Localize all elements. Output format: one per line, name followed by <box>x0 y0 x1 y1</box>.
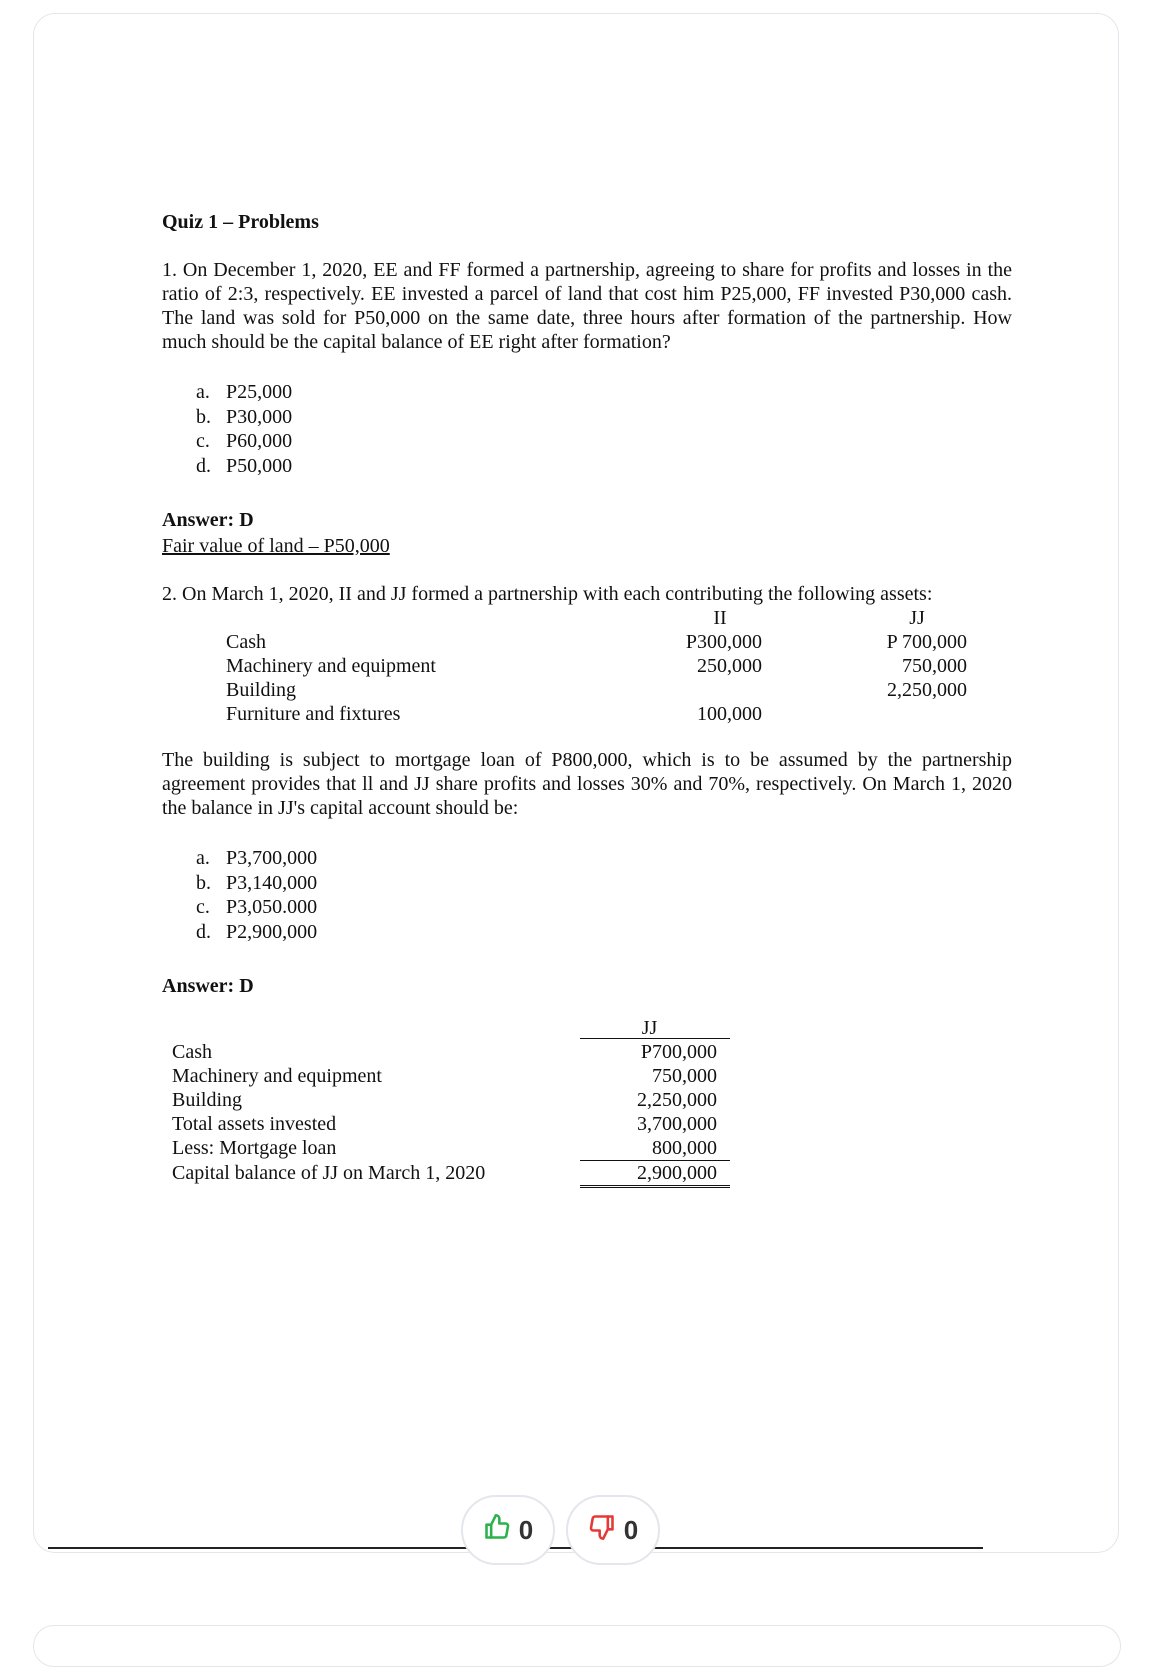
question-1-text: 1. On December 1, 2020, EE and FF formed a partnership, agreeing to share for profits and losses in the ratio of 2:3, respectively. EE invested a parcel of land that cost him P25,000, FF invested P30,000 cash. The land was sold for P50,000 on the same date, three hours after formation of the partnership. How much should be the capital balance of EE right after formation? <box>162 259 1012 353</box>
thumbs-up-icon <box>483 1513 519 1548</box>
table-row: Total assets invested 3,700,000 <box>172 1113 717 1135</box>
thumbs-up-count: 0 <box>518 1514 534 1545</box>
question-1-options <box>196 380 1012 478</box>
option-item: d. P2,900,000 <box>196 920 318 943</box>
column-header: JJ <box>909 607 925 629</box>
question-2-text-continued: The building is subject to mortgage loan of P800,000, which is to be assumed by the partnership agreement provides that ll and JJ share profits and losses 30% and 70%, respectively. On March 1, 2020 the balance in JJ's capital account should be: <box>162 749 1012 819</box>
table-row: Building 2,250,000 <box>172 1089 717 1111</box>
next-card <box>33 1625 1121 1667</box>
table-row: Machinery and equipment 750,000 <box>172 1065 717 1087</box>
table-row: Cash P700,000 <box>172 1041 717 1063</box>
table-row: Capital balance of JJ on March 1, 2020 2,900,000 <box>172 1162 717 1184</box>
header-underline <box>580 1038 730 1039</box>
table-row: Machinery and equipment 250,000 750,000 <box>226 655 967 677</box>
option-item: c. P3,050.000 <box>196 896 318 918</box>
table-row: Building 2,250,000 <box>226 679 967 701</box>
question-2-answer: Answer: D <box>162 975 254 997</box>
assets-header-row <box>162 606 1012 630</box>
option-item: b. P3,140,000 <box>196 871 318 894</box>
option-item: a. P25,000 <box>196 381 293 403</box>
table-row: Cash P300,000 P 700,000 <box>226 631 967 653</box>
question-1-answer: Answer: D <box>162 509 254 531</box>
table-row: Less: Mortgage loan 800,000 <box>172 1137 717 1159</box>
thumbs-down-icon <box>588 1513 624 1548</box>
assets-table <box>162 606 1012 726</box>
option-item: a. P3,700,000 <box>196 847 318 869</box>
table-row: Furniture and fixtures 100,000 <box>226 703 762 725</box>
thumbs-up-button[interactable] <box>461 1495 555 1565</box>
option-item: d. P50,000 <box>196 454 293 477</box>
question-1-note: Fair value of land – P50,000 <box>162 535 390 557</box>
quiz-title: Quiz 1 – Problems <box>162 211 319 233</box>
document-image <box>162 200 1012 1196</box>
option-item: c. P60,000 <box>196 430 293 452</box>
option-item: b. P30,000 <box>196 405 293 428</box>
total-double-rule <box>580 1185 730 1188</box>
column-header: II <box>713 607 727 629</box>
question-2-options <box>196 846 1012 944</box>
question-2-text: 2. On March 1, 2020, II and JJ formed a partnership with each contributing the following assets: <box>162 583 933 605</box>
thumbs-down-count: 0 <box>623 1514 639 1545</box>
thumbs-down-button[interactable] <box>566 1495 660 1565</box>
solution-column-header: JJ <box>641 1017 658 1039</box>
solution-table <box>162 1016 1012 1196</box>
